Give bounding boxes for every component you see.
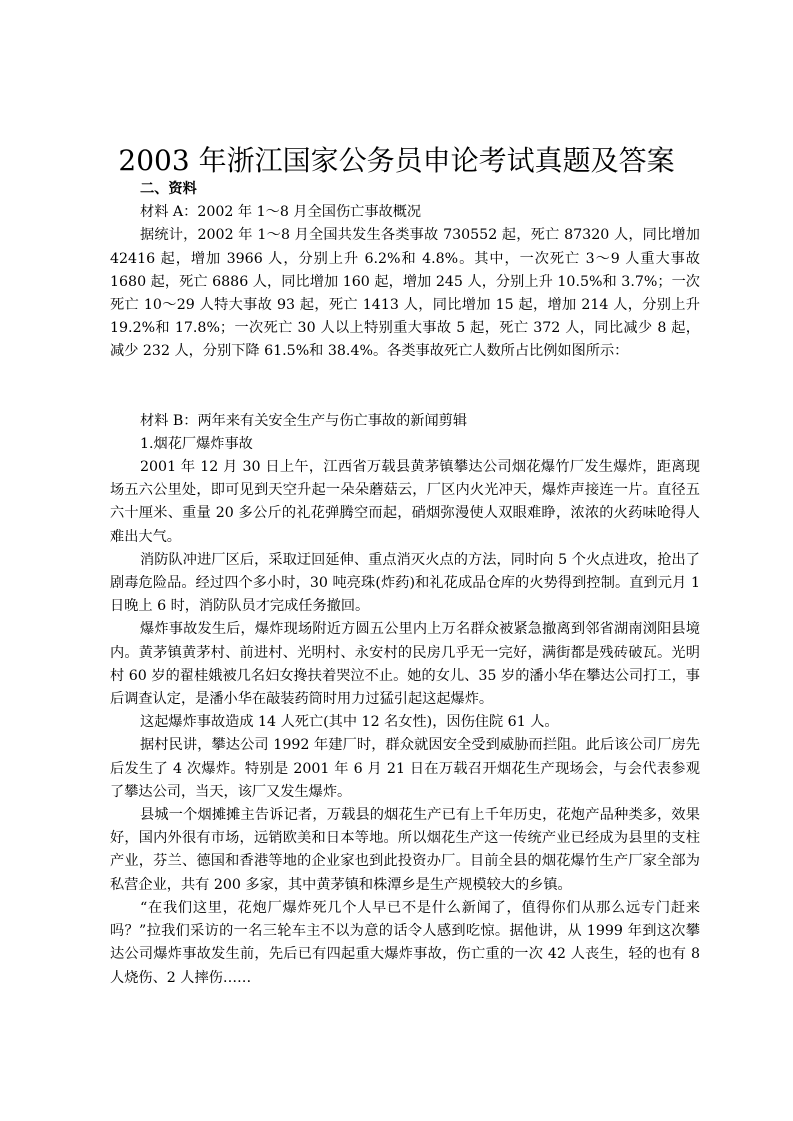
- paragraph: 爆炸事故发生后，爆炸现场附近方圆五公里内上万名群众被紧急撤离到邻省湖南浏阳县境内。黄茅镇黄茅村、前进村、光明村、永安村的民房几乎无一完好，满街都是残砖破瓦。光明村 60 岁的翟桂娥被几名妇女搀扶着哭泣不止。她的女儿、35 岁的潘小华在攀达公司打工，事后调查认定，是潘小华在敲装药筒时用力过猛引起这起爆炸。: [110, 621, 700, 708]
- paragraph: 这起爆炸事故造成 14 人死亡(其中 12 名女性)，因伤住院 61 人。: [140, 714, 559, 731]
- paragraph: 据村民讲，攀达公司 1992 年建厂时，群众就因安全受到威胁而拦阻。此后该公司厂房先后发生了 4 次爆炸。特别是 2001 年 6 月 21 日在万载召开烟花生产现场会，与会代表参观了攀达公司，当天，该厂又发生爆炸。: [110, 737, 700, 800]
- section-heading: 二、资料: [140, 181, 197, 197]
- material-a-heading: 材料 A：2002 年 1～8 月全国伤亡事故概况: [140, 204, 422, 221]
- page-title: 2003 年浙江国家公务员申论考试真题及答案: [118, 144, 675, 177]
- document-body: [110, 178, 700, 990]
- item-heading: 1.烟花厂爆炸事故: [140, 435, 253, 452]
- paragraph: 消防队冲进厂区后，采取迂回延伸、重点消灭火点的方法，同时向 5 个火点进攻，抢出了剧毒危险品。经过四个多小时，30 吨亮珠(炸药)和礼花成品仓库的火势得到控制。直到元月 1 日晚上 6 时，消防队员才完成任务撤回。: [110, 551, 700, 615]
- material-a-paragraph: 据统计，2002 年 1～8 月全国共发生各类事故 730552 起，死亡 87320 人，同比增加 42416 起，增加 3966 人，分别上升 6.2%和 4.8%。其中，一次死亡 3～9 人重大事故 1680 起，死亡 6886 人，同比增加 160 起，增加 245 人，分别上升 10.5%和 3.7%；一次死亡 10～29 人特大事故 93 起，死亡 1413 人，同比增加 15 起，增加 214 人，分别上升 19.2%和 17.8%；一次死亡 30 人以上特别重大事故 5 起，死亡 372 人，同比减少 8 起，减少 232 人，分别下降 61.5%和 38.4%。各类事故死亡人数所占比例如图所示：: [110, 227, 700, 360]
- paragraph: “在我们这里，花炮厂爆炸死几个人早已不是什么新闻了，值得你们从那么远专门赶来吗？”拉我们采访的一名三轮车主不以为意的话令人感到吃惊。据他讲，从 1999 年到这次攀达公司爆炸事故发生前，先后已有四起重大爆炸事故，伤亡重的一次 42 人丧生，轻的也有 8 人烧伤、2 人摔伤……: [110, 899, 700, 986]
- figure-placeholder: [110, 364, 700, 410]
- material-b-heading: 材料 B：两年来有关安全生产与伤亡事故的新闻剪辑: [140, 412, 468, 429]
- paragraph: 2001 年 12 月 30 日上午，江西省万载县黄茅镇攀达公司烟花爆竹厂发生爆炸，距离现场五六公里处，即可见到天空升起一朵朵蘑菇云，厂区内火光冲天，爆炸声接连一片。直径五六十厘米、重量 20 多公斤的礼花弹腾空而起，硝烟弥漫使人双眼难睁，浓浓的火药味呛得人难出大气。: [110, 459, 700, 545]
- paragraph: 县城一个烟摊摊主告诉记者，万载县的烟花生产已有上千年历史，花炮产品种类多，效果好，国内外很有市场，远销欧美和日本等地。所以烟花生产这一传统产业已经成为县里的支柱产业，芬兰、德国和香港等地的企业家也到此投资办厂。目前全县的烟花爆竹生产厂家全部为私营企业，共有 200 多家，其中黄茅镇和株潭乡是生产规模较大的乡镇。: [110, 807, 700, 893]
